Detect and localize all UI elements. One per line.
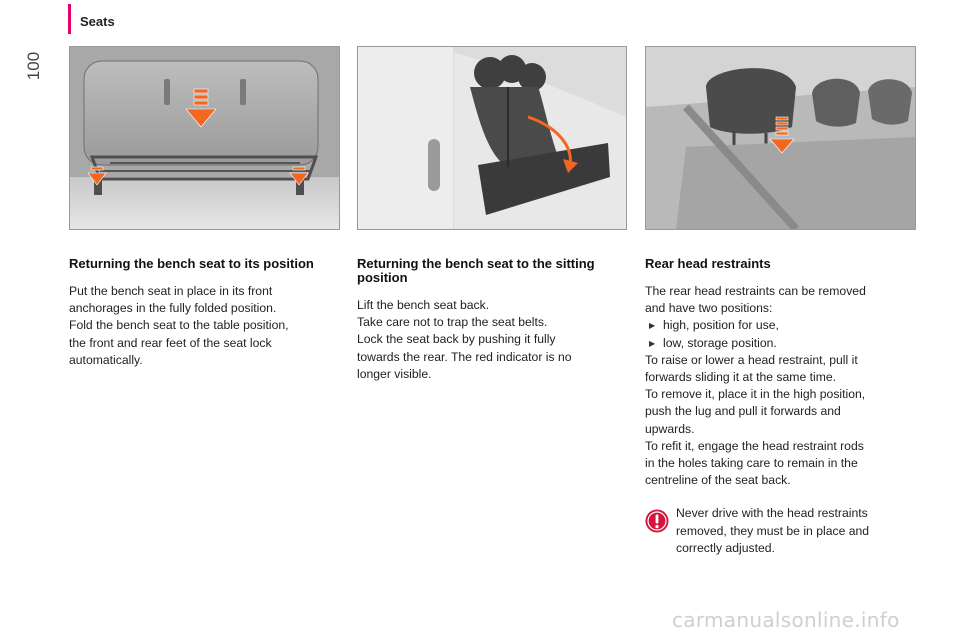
warning-line: Never drive with the head restraints — [676, 506, 868, 520]
section-title: Seats — [80, 14, 115, 29]
bench-seat-sitting-illustration — [357, 46, 627, 230]
body-line: the front and rear feet of the seat lock — [69, 335, 272, 350]
column-sitting-position — [357, 257, 632, 383]
body-line: automatically. — [69, 352, 143, 367]
body-line: Lock the seat back by pushing it fully — [357, 332, 556, 347]
heading-sitting-position — [357, 257, 632, 285]
bench-seat-folded-rear-view-icon — [70, 47, 339, 229]
body-line: upwards. — [645, 421, 695, 436]
list-item — [645, 317, 895, 334]
warning-note — [645, 505, 895, 565]
watermark: carmanualsonline.info — [672, 608, 900, 632]
body-line: Fold the bench seat to the table position, — [69, 318, 289, 333]
body-line: and have two positions: — [645, 301, 773, 316]
warning-line: removed, they must be in place and — [676, 523, 870, 538]
body-line: anchorages in the fully folded position. — [69, 301, 277, 316]
page-number: 100 — [24, 51, 43, 81]
column-rear-head-restraints — [645, 257, 895, 489]
column-returning-bench-seat — [69, 257, 344, 369]
exclamation-warning-icon — [645, 509, 669, 533]
warning-line: correctly adjusted. — [676, 541, 775, 556]
bench-seat-raising-side-view-icon — [358, 47, 626, 229]
body-line: To remove it, place it in the high position, — [645, 387, 866, 402]
body-line: To refit it, engage the head restraint rods — [645, 438, 864, 453]
body-line: To raise or lower a head restraint, pull it — [645, 352, 858, 367]
body-line: forwards sliding it at the same time. — [645, 370, 837, 385]
body-line: Lift the bench seat back. — [357, 298, 490, 312]
heading-line: position — [357, 270, 408, 285]
body-line: towards the rear. The red indicator is no — [357, 349, 572, 364]
body-line: Put the bench seat in place in its front — [69, 284, 273, 298]
rear-head-restraints-illustration — [645, 46, 916, 230]
bench-seat-folded-illustration — [69, 46, 340, 230]
triangle-right-icon: ▶ — [649, 338, 656, 348]
list-item-label: high, position for use, — [663, 318, 779, 333]
body-line: centreline of the seat back. — [645, 473, 791, 488]
body-line: longer visible. — [357, 366, 432, 381]
list-item — [645, 335, 895, 352]
body-line: in the holes taking care to remain in the — [645, 456, 858, 471]
warning-text — [676, 505, 901, 558]
rear-head-restraint-icon — [646, 47, 915, 229]
heading-returning-bench-seat: Returning the bench seat to its position — [69, 256, 314, 271]
body-line: push the lug and pull it forwards and — [645, 404, 841, 419]
body-line: The rear head restraints can be removed — [645, 284, 866, 298]
triangle-right-icon: ▶ — [649, 321, 656, 331]
list-item-label: low, storage position. — [663, 335, 777, 350]
heading-rear-head-restraints: Rear head restraints — [645, 256, 771, 271]
body-line: Take care not to trap the seat belts. — [357, 315, 548, 330]
section-accent-bar — [68, 4, 71, 34]
heading-line: Returning the bench seat to the sitting — [357, 256, 595, 271]
